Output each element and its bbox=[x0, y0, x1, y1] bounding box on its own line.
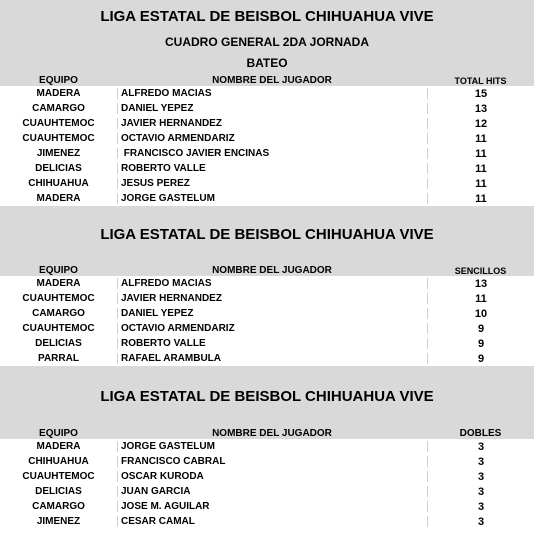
cell-value: 3 bbox=[477, 515, 485, 528]
cell-jugador: FRANCISCO JAVIER ENCINAS bbox=[118, 148, 428, 159]
cell-equipo: MADERA bbox=[0, 193, 118, 204]
table-row bbox=[0, 514, 534, 529]
cell-equipo: JIMENEZ bbox=[0, 516, 118, 527]
col-header-total-hits: TOTAL HITS bbox=[454, 76, 507, 86]
table-row bbox=[0, 351, 534, 366]
cell-jugador: ROBERTO VALLE bbox=[118, 163, 428, 174]
cell-value: 9 bbox=[477, 322, 485, 335]
cell-value: 3 bbox=[477, 455, 485, 468]
cell-value: 15 bbox=[474, 87, 488, 100]
col-header-equipo: EQUIPO bbox=[39, 75, 78, 86]
cell-equipo: CUAUHTEMOC bbox=[0, 118, 118, 129]
section-title: LIGA ESTATAL DE BEISBOL CHIHUAHUA VIVE bbox=[0, 0, 534, 34]
cell-value: 11 bbox=[475, 147, 487, 160]
cell-equipo: DELICIAS bbox=[0, 338, 118, 349]
table-row bbox=[0, 146, 534, 161]
cell-jugador: OSCAR KURODA bbox=[118, 471, 428, 482]
table-header bbox=[0, 72, 534, 86]
cell-equipo: CUAUHTEMOC bbox=[0, 471, 118, 482]
col-header-jugador: NOMBRE DEL JUGADOR bbox=[212, 265, 332, 276]
cell-jugador: JORGE GASTELUM bbox=[118, 193, 428, 204]
table-body bbox=[0, 439, 534, 529]
table-row bbox=[0, 499, 534, 514]
cell-equipo: CUAUHTEMOC bbox=[0, 133, 118, 144]
table-row bbox=[0, 336, 534, 351]
cell-jugador: FRANCISCO CABRAL bbox=[118, 456, 428, 467]
cell-equipo: JIMENEZ bbox=[0, 148, 118, 159]
cell-value: 3 bbox=[477, 485, 485, 498]
table-row bbox=[0, 161, 534, 176]
table-row bbox=[0, 484, 534, 499]
cell-jugador: RAFAEL ARAMBULA bbox=[118, 353, 428, 364]
cell-equipo: CUAUHTEMOC bbox=[0, 293, 118, 304]
cell-value: 13 bbox=[474, 102, 488, 115]
table-row bbox=[0, 131, 534, 146]
cell-jugador: JAVIER HERNANDEZ bbox=[118, 293, 428, 304]
cell-jugador: ALFREDO MACIAS bbox=[118, 88, 428, 99]
cell-jugador: JOSE M. AGUILAR bbox=[118, 501, 428, 512]
cell-value: 12 bbox=[474, 117, 488, 130]
table-row bbox=[0, 116, 534, 131]
cell-equipo: MADERA bbox=[0, 441, 118, 452]
section-title: LIGA ESTATAL DE BEISBOL CHIHUAHUA VIVE bbox=[0, 366, 534, 424]
cell-equipo: CHIHUAHUA bbox=[0, 178, 118, 189]
cell-jugador: DANIEL YEPEZ bbox=[118, 308, 428, 319]
cell-value: 11 bbox=[475, 132, 487, 145]
table-row bbox=[0, 321, 534, 336]
table-header bbox=[0, 424, 534, 439]
table-row bbox=[0, 439, 534, 454]
cell-equipo: MADERA bbox=[0, 278, 118, 289]
cell-jugador: OCTAVIO ARMENDARIZ bbox=[118, 323, 428, 334]
cell-value: 3 bbox=[477, 470, 485, 483]
section-subtitle-bateo: BATEO bbox=[0, 52, 534, 72]
table-row bbox=[0, 86, 534, 101]
table-row bbox=[0, 101, 534, 116]
cell-value: 3 bbox=[477, 500, 485, 513]
table-body bbox=[0, 276, 534, 366]
cell-value: 11 bbox=[475, 192, 487, 205]
cell-value: 10 bbox=[474, 307, 488, 320]
cell-equipo: PARRAL bbox=[0, 353, 118, 364]
section-total-hits bbox=[0, 0, 534, 206]
cell-jugador: JUAN GARCIA bbox=[118, 486, 428, 497]
cell-value: 11 bbox=[475, 162, 487, 175]
cell-jugador: ROBERTO VALLE bbox=[118, 338, 428, 349]
cell-value: 3 bbox=[477, 440, 485, 453]
table-header bbox=[0, 261, 534, 276]
table-row bbox=[0, 454, 534, 469]
cell-jugador: DANIEL YEPEZ bbox=[118, 103, 428, 114]
cell-jugador: ALFREDO MACIAS bbox=[118, 278, 428, 289]
cell-equipo: MADERA bbox=[0, 88, 118, 99]
cell-value: 11 bbox=[475, 177, 487, 190]
section-subtitle: CUADRO GENERAL 2DA JORNADA bbox=[0, 34, 534, 52]
cell-jugador: OCTAVIO ARMENDARIZ bbox=[118, 133, 428, 144]
section-title: LIGA ESTATAL DE BEISBOL CHIHUAHUA VIVE bbox=[0, 206, 534, 261]
table-row bbox=[0, 306, 534, 321]
cell-equipo: CAMARGO bbox=[0, 308, 118, 319]
cell-value: 11 bbox=[475, 292, 487, 305]
section-sencillos bbox=[0, 206, 534, 366]
cell-value: 13 bbox=[474, 277, 488, 290]
table-row bbox=[0, 276, 534, 291]
col-header-dobles: DOBLES bbox=[459, 428, 502, 439]
section-dobles bbox=[0, 366, 534, 529]
table-row bbox=[0, 176, 534, 191]
cell-value: 9 bbox=[477, 352, 485, 365]
col-header-jugador: NOMBRE DEL JUGADOR bbox=[212, 428, 332, 439]
cell-jugador: CESAR CAMAL bbox=[118, 516, 428, 527]
cell-equipo: CAMARGO bbox=[0, 103, 118, 114]
cell-jugador: JESUS PEREZ bbox=[118, 178, 428, 189]
cell-equipo: CUAUHTEMOC bbox=[0, 323, 118, 334]
col-header-sencillos: SENCILLOS bbox=[454, 266, 507, 276]
cell-equipo: CAMARGO bbox=[0, 501, 118, 512]
table-body bbox=[0, 86, 534, 206]
cell-jugador: JAVIER HERNANDEZ bbox=[118, 118, 428, 129]
cell-jugador: JORGE GASTELUM bbox=[118, 441, 428, 452]
col-header-equipo: EQUIPO bbox=[39, 428, 78, 439]
table-row bbox=[0, 191, 534, 206]
col-header-equipo: EQUIPO bbox=[39, 265, 78, 276]
cell-equipo: DELICIAS bbox=[0, 486, 118, 497]
cell-equipo: DELICIAS bbox=[0, 163, 118, 174]
table-row bbox=[0, 291, 534, 306]
cell-value: 9 bbox=[477, 337, 485, 350]
table-row bbox=[0, 469, 534, 484]
col-header-jugador: NOMBRE DEL JUGADOR bbox=[212, 75, 332, 86]
cell-equipo: CHIHUAHUA bbox=[0, 456, 118, 467]
